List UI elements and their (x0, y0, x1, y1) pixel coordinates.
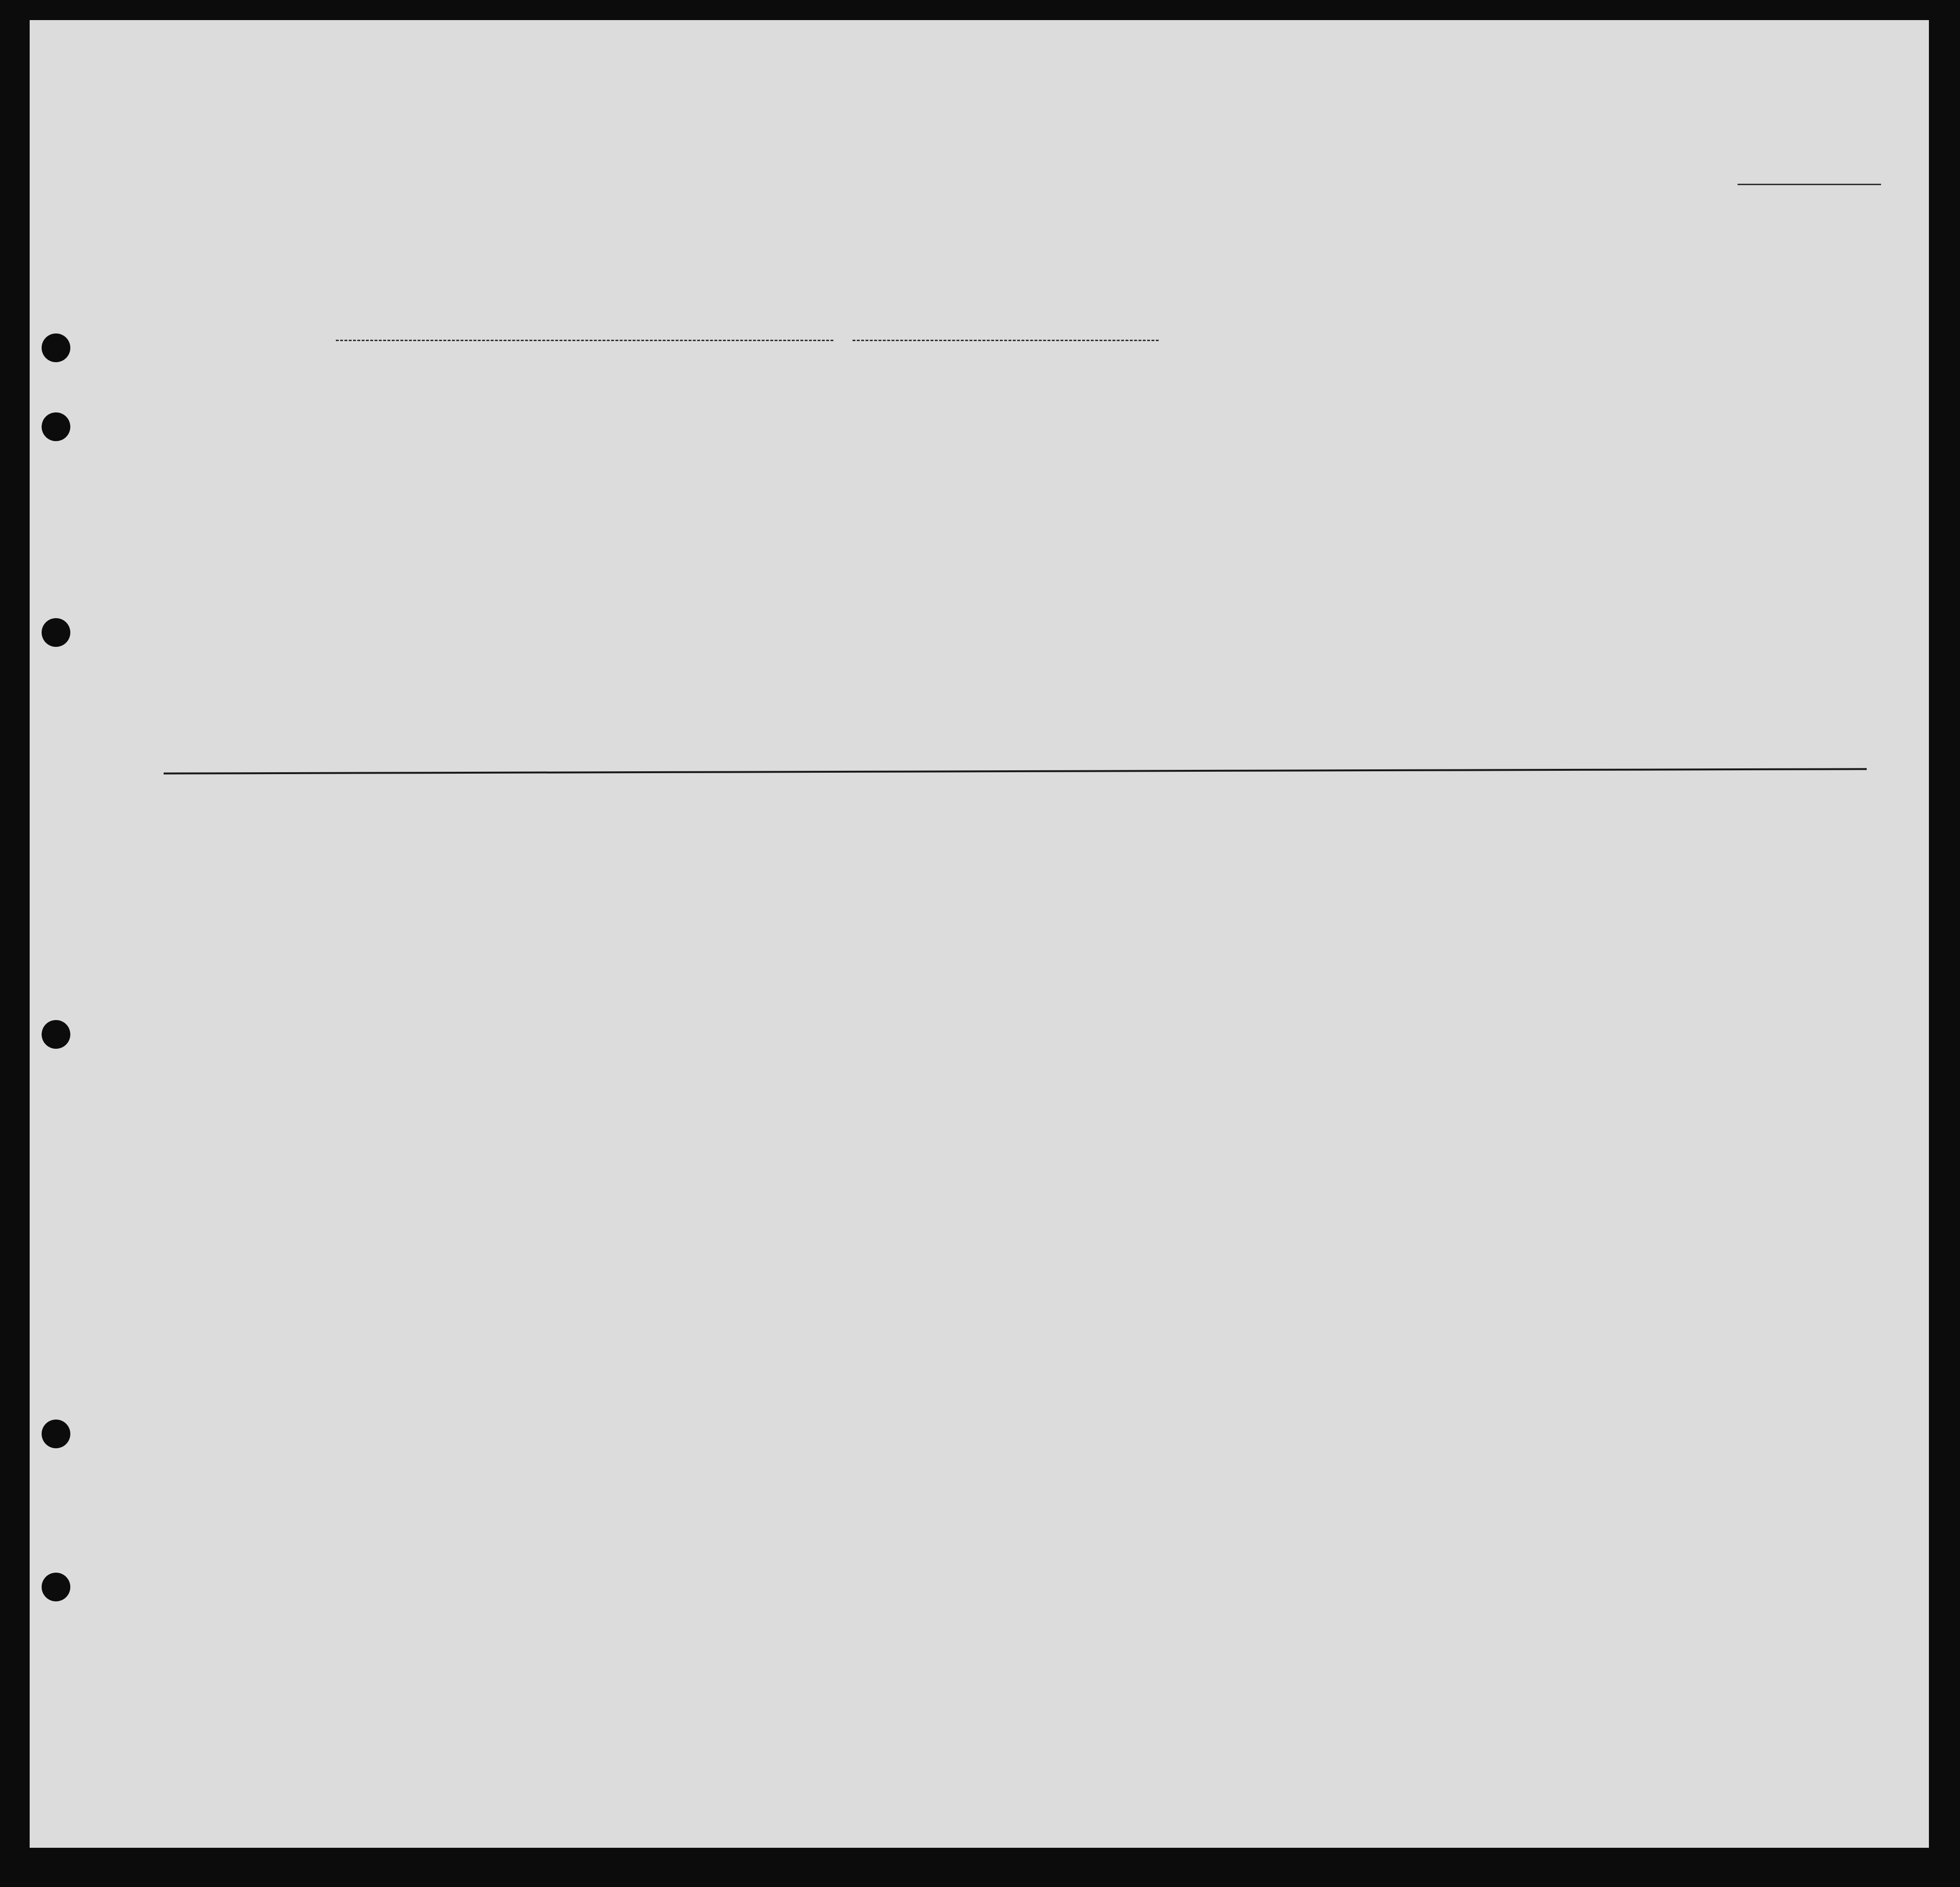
table-grid (30, 20, 1929, 1848)
manifest-sheet (30, 20, 1929, 1848)
